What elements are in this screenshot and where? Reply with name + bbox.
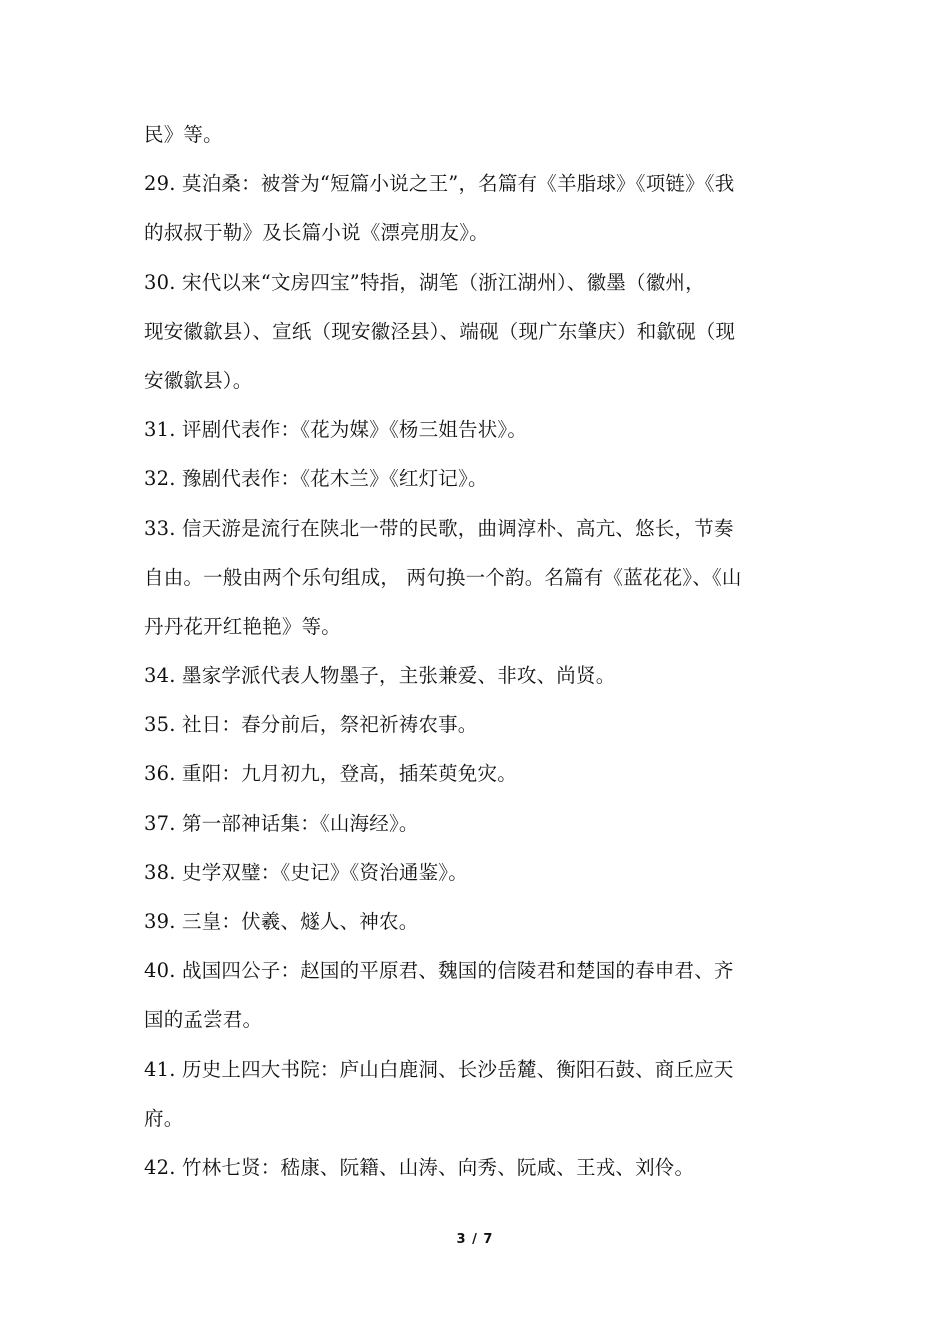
text-line: 35. 社日：春分前后，祭祀祈祷农事。 — [144, 713, 478, 737]
text-line: 40. 战国四公子：赵国的平原君、魏国的信陵君和楚国的春申君、齐 — [144, 959, 734, 983]
text-line: 34. 墨家学派代表人物墨子，主张兼爱、非攻、尚贤。 — [144, 664, 616, 688]
text-line: 39. 三皇：伏羲、燧人、神农。 — [144, 910, 419, 933]
text-line: 42. 竹林七贤：嵇康、阮籍、山涛、向秀、阮咸、王戎、刘伶。 — [144, 1155, 695, 1179]
text-line: 37. 第一部神话集：《山海经》。 — [144, 811, 419, 835]
text-line: 38. 史学双璧：《史记》《资治通鉴》。 — [144, 860, 468, 884]
text-line: 自由。一般由两个乐句组成， 两句换一个韵。名篇有《蓝花花》、《山 — [144, 565, 742, 589]
text-line: 民》等。 — [144, 123, 223, 146]
document-body — [144, 110, 812, 1192]
text-line: 32. 豫剧代表作：《花木兰》《红灯记》。 — [144, 467, 488, 491]
text-line: 30. 宋代以来“文房四宝”特指，湖笔（浙江湖州）、徽墨（徽州， — [144, 270, 705, 294]
text-line: 29. 莫泊桑：被誉为“短篇小说之王”，名篇有《羊脂球》《项链》《我 — [144, 172, 735, 196]
text-line: 现安徽歙县）、宣纸（现安徽泾县）、端砚（现广东肇庆）和歙砚（现 — [144, 319, 736, 343]
text-line: 安徽歙县）。 — [144, 368, 253, 392]
text-line: 府。 — [144, 1106, 184, 1130]
text-line: 丹丹花开红艳艳》等。 — [144, 614, 342, 638]
text-line: 33. 信天游是流行在陕北一带的民歌，曲调淳朴、高亢、悠长，节奏 — [144, 516, 734, 540]
text-line: 国的孟尝君。 — [144, 1008, 263, 1032]
text-line: 41. 历史上四大书院：庐山白鹿洞、长沙岳麓、衡阳石鼓、商丘应天 — [144, 1057, 734, 1081]
page-number: 3 / 7 — [456, 1232, 494, 1247]
text-line: 36. 重阳：九月初九，登高，插茱萸免灾。 — [144, 762, 517, 786]
text-line: 31. 评剧代表作：《花为媒》《杨三姐告状》。 — [144, 418, 528, 442]
text-line: 的叔叔于勒》及长篇小说《漂亮朋友》。 — [144, 221, 489, 245]
